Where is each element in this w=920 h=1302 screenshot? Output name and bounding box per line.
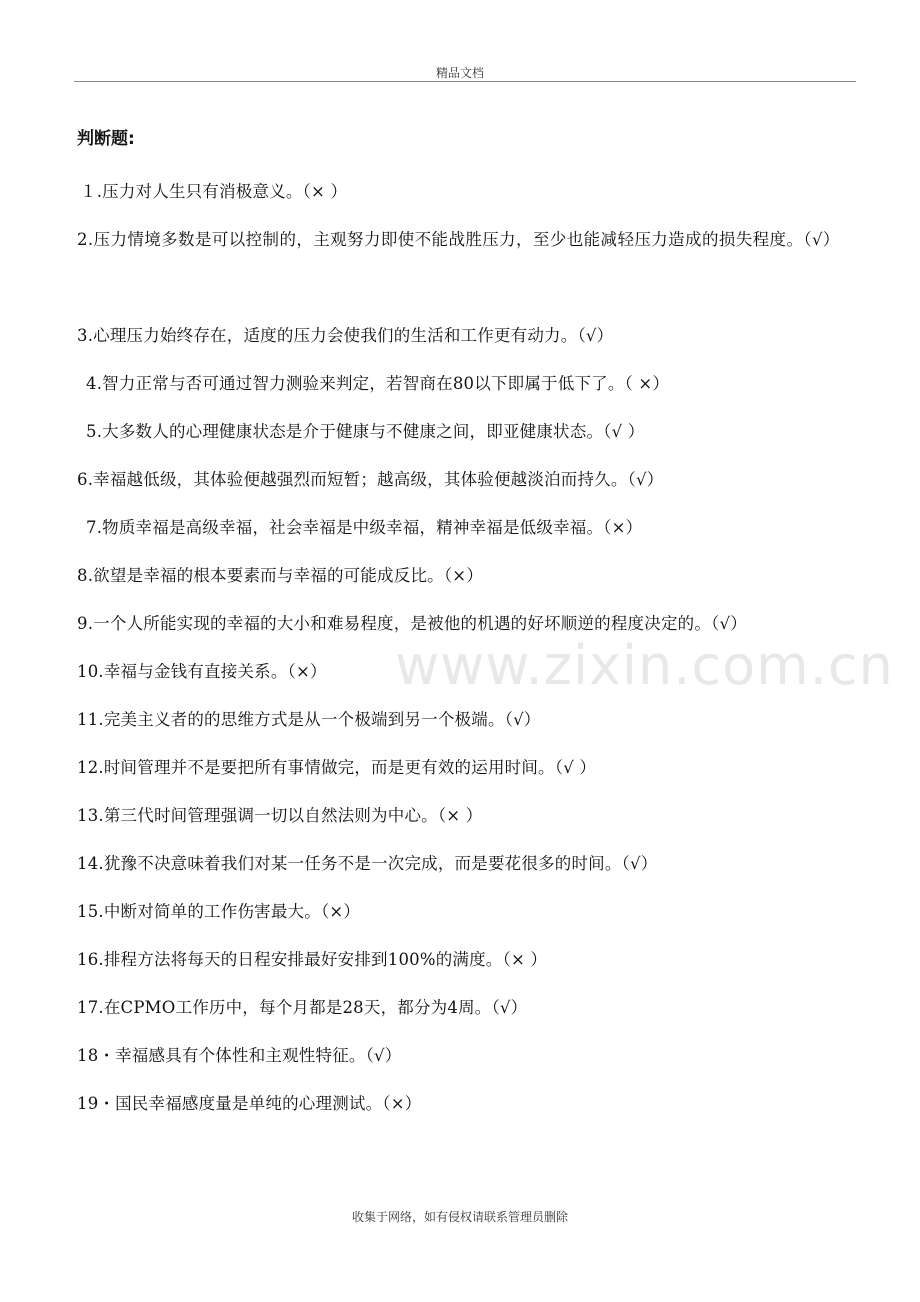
question-item: 15.中断对简单的工作伤害最大。（×） [77,902,361,921]
question-item: 9.一个人所能实现的幸福的大小和难易程度，是被他的机遇的好坏顺逆的程度决定的。（√） [77,614,747,633]
question-item: 5.大多数人的心理健康状态是介于健康与不健康之间，即亚健康状态。（√ ） [86,422,645,441]
question-item: 10.幸福与金钱有直接关系。（×） [77,662,327,681]
header-divider [74,81,856,82]
question-item: 6.幸福越低级，其体验便越强烈而短暂；越高级，其体验便越淡泊而持久。（√） [77,470,664,489]
question-item: 18・幸福感具有个体性和主观性特征。（√） [77,1046,402,1065]
question-item: 12.时间管理并不是要把所有事情做完，而是更有效的运用时间。（√ ） [77,758,597,777]
question-item: 4.智力正常与否可通过智力测验来判定，若智商在80以下即属于低下了。（ ×） [86,374,670,393]
question-item: 3.心理压力始终存在，适度的压力会使我们的生活和工作更有动力。（√） [77,326,614,345]
page-header: 精品文档 [435,66,484,80]
question-item: 2.压力情境多数是可以控制的，主观努力即使不能战胜压力，至少也能减轻压力造成的损失程度。（√） [77,230,840,249]
question-item: １.压力对人生只有消极意义。（× ） [80,182,348,201]
question-item: 14.犹豫不决意味着我们对某一任务不是一次完成，而是要花很多的时间。（√） [77,854,658,873]
question-item: 8.欲望是幸福的根本要素而与幸福的可能成反比。（×） [77,566,484,585]
question-item: 17.在CPMO工作历中，每个月都是28天，都分为4周。（√） [77,998,528,1017]
question-item: 7.物质幸福是高级幸福，社会幸福是中级幸福，精神幸福是低级幸福。（×） [86,518,643,537]
page-footer: 收集于网络，如有侵权请联系管理员删除 [351,1210,568,1224]
question-item: 19・国民幸福感度量是单纯的心理测试。（×） [77,1094,422,1113]
watermark-text: www.zixin.com.cn [395,634,894,697]
question-item: 13.第三代时间管理强调一切以自然法则为中心。（× ） [77,806,483,825]
question-item: 11.完美主义者的的思维方式是从一个极端到另一个极端。（√） [77,710,541,729]
question-item: 16.排程方法将每天的日程安排最好安排到100%的满度。（× ） [77,950,548,969]
section-title: 判断题: [77,129,135,149]
